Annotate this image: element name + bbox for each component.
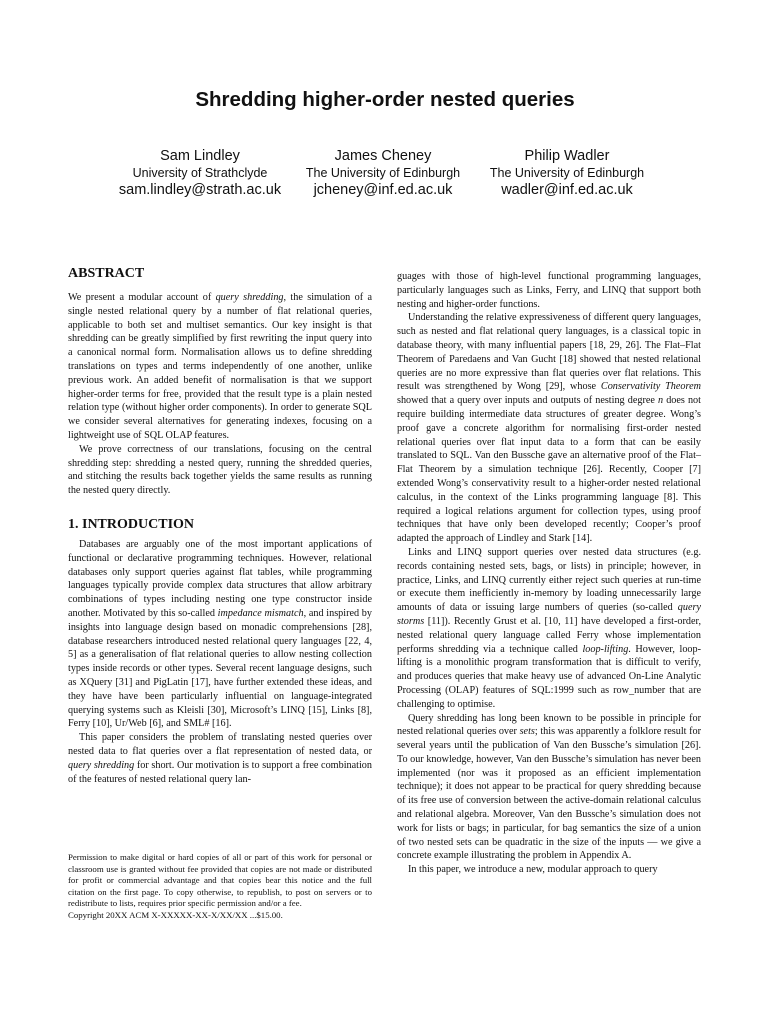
body-paragraph: In this paper, we introduce a new, modular approach to query	[408, 864, 658, 876]
author-affiliation: University of Strathclyde	[132, 166, 268, 180]
abstract-heading: ABSTRACT	[68, 266, 145, 281]
permission-text: Permission to make digital or hard copies of all or part of this work for personal or classroom use is granted without fee provided that copies are not made or distributed for profit or commercial advantage and that copies bear this notice and the full citation on the first page. To copy otherwise, to republish, to post on servers or to redistribute to lists, requires prior specific permission and/or a fee.	[68, 852, 372, 909]
body-paragraph: This paper considers the problem of translating nested queries over nested data to flat queries over a flat representation of nested data, or query shredding for short. Our motivation is to support a free combination of the features of nested relational query lan-	[68, 732, 372, 785]
body-paragraph: Query shredding has long been known to be possible in principle for nested relational queries over sets; this was apparently a folklore result for several years until the publication of Van den Bussche’s simulation [26]. To our knowledge, however, Van den Bussche’s simulation has never been implemented (nor was it proposed as an efficient implementation technique); it does not appear to be practical for query shredding because of its free use of conversion between the active-domain relational calculus and relational algebra. Moreover, Van den Bussche’s simulation does not work for lists or bags; in particular, for bag semantics the size of a union of two nested sets can be quadratic in the size of the inputs — we give a concrete example illustrating the problem in Appendix A.	[397, 712, 702, 862]
author-name: Sam Lindley	[160, 148, 240, 164]
author-email: sam.lindley@strath.ac.uk	[118, 182, 282, 198]
body-paragraph: Links and LINQ support queries over nested data structures (e.g. records containing nested sets, bags, or lists) in principle; however, in practice, Links, and LINQ currently either reject such queries at run-time or execute them inefficiently in-memory by loading unnecessarily large amounts of data or issuing large numbers of queries (so-called query storms [11]). Recently Grust et al. [10, 11] have developed a first-order, nested relational query language called Ferry whose implementation performs shredding via a technique called loop-lifting. However, loop-lifting is a monolithic program transformation that is difficult to verify, and produces queries that make heavy use of advanced On-Line Analytic Processing (OLAP) features of SQL:1999 such as row_number that are challenging to optimise.	[397, 546, 702, 710]
left-column	[68, 265, 372, 786]
author-name: Philip Wadler	[524, 148, 610, 164]
body-paragraph: Databases are arguably one of the most important applications of functional or declarative programming techniques. However, relational databases only support queries against flat tables, while programming languages typically provide complex data structures that allow arbitrary combinations of types including nesting one type constructor inside another. Motivated by this so-called impedance mismatch, and inspired by insights into language design based on monadic comprehensions [28], database researchers introduced nested relational query languages [22, 4, 5] as a generalisation of flat relational queries to allow nesting collection types inside records or other types. Several recent language designs, such as XQuery [31] and PigLatin [17], have further extended these ideas, and they have have been particularly influential on language-integrated querying systems such as Kleisli [30], Microsoft’s LINQ [15], Links [8], Ferry [10], Ur/Web [6], and SML# [16].	[68, 538, 372, 730]
paper-title: Shredding higher-order nested queries	[195, 88, 575, 111]
abstract-paragraph: We present a modular account of query shredding, the simulation of a single nested relational query by a number of flat relational queries, applicable to both set and multiset semantics. Our key insight is that shredding can be greatly simplified by first rewriting the input query into a canonical normal form. Normalisation allows us to define shredding translations on types and terms independently of one another, unlike previous work. An added benefit of normalisation is that we support higher-order terms for free, provided that the result type is a plain nested relation type (without higher order components). In order to generate SQL we consider several alternatives for generating indexes, focusing on a lightweight use of SQL OLAP features.	[68, 292, 372, 441]
right-column	[397, 270, 701, 877]
author-affiliation: The University of Edinburgh	[305, 166, 461, 180]
author-block	[452, 148, 682, 199]
author-email: wadler@inf.ed.ac.uk	[501, 182, 633, 198]
body-paragraph: Understanding the relative expressiveness of different query languages, such as nested and flat relational query languages, is a classical topic in database theory, with many influential papers [18, 29, 26]. The Flat–Flat Theorem of Paredaens and Van Gucht [18] showed that nested relational queries are no more expressive than flat queries over flat relations. This result was strengthened by Wong [29], whose Conservativity Theorem showed that a query over inputs and outputs of nesting degree n does not require building intermediate data structures of greater degree. Wong’s proof gave a concrete algorithm for normalising first-order nested relational queries over flat input data to a form that can be easily translated to SQL. Van den Bussche gave an alternative proof of the Flat–Flat Theorem by a simulation technique [26]. Recently, Cooper [7] extended Wong’s conservativity result to a higher-order nested relational calculus, in the context of the Links programming language [8]. This required a logical relations argument for collection types, using proof techniques that have only been developed recently; Cooper’s proof adapted the approach of Lindley and Stark [14].	[397, 312, 701, 545]
abstract-paragraph: We prove correctness of our translations, focusing on the central shredding step: shredding a nested query, running the shredded queries, and stitching the results back together yields the same results as running the nested query directly.	[68, 443, 372, 497]
author-affiliation: The University of Edinburgh	[489, 166, 645, 180]
author-email: jcheney@inf.ed.ac.uk	[313, 182, 453, 198]
copyright-notice	[68, 852, 372, 922]
author-name: James Cheney	[334, 148, 432, 164]
body-paragraph: guages with those of high-level functional programming languages, particularly languages such as Links, Ferry, and LINQ that support both nesting and higher-order functions.	[397, 271, 701, 310]
copyright-line: Copyright 20XX ACM X-XXXXX-XX-X/XX/XX ...$15.00.	[68, 909, 283, 920]
section-heading-introduction: 1. INTRODUCTION	[68, 516, 195, 532]
